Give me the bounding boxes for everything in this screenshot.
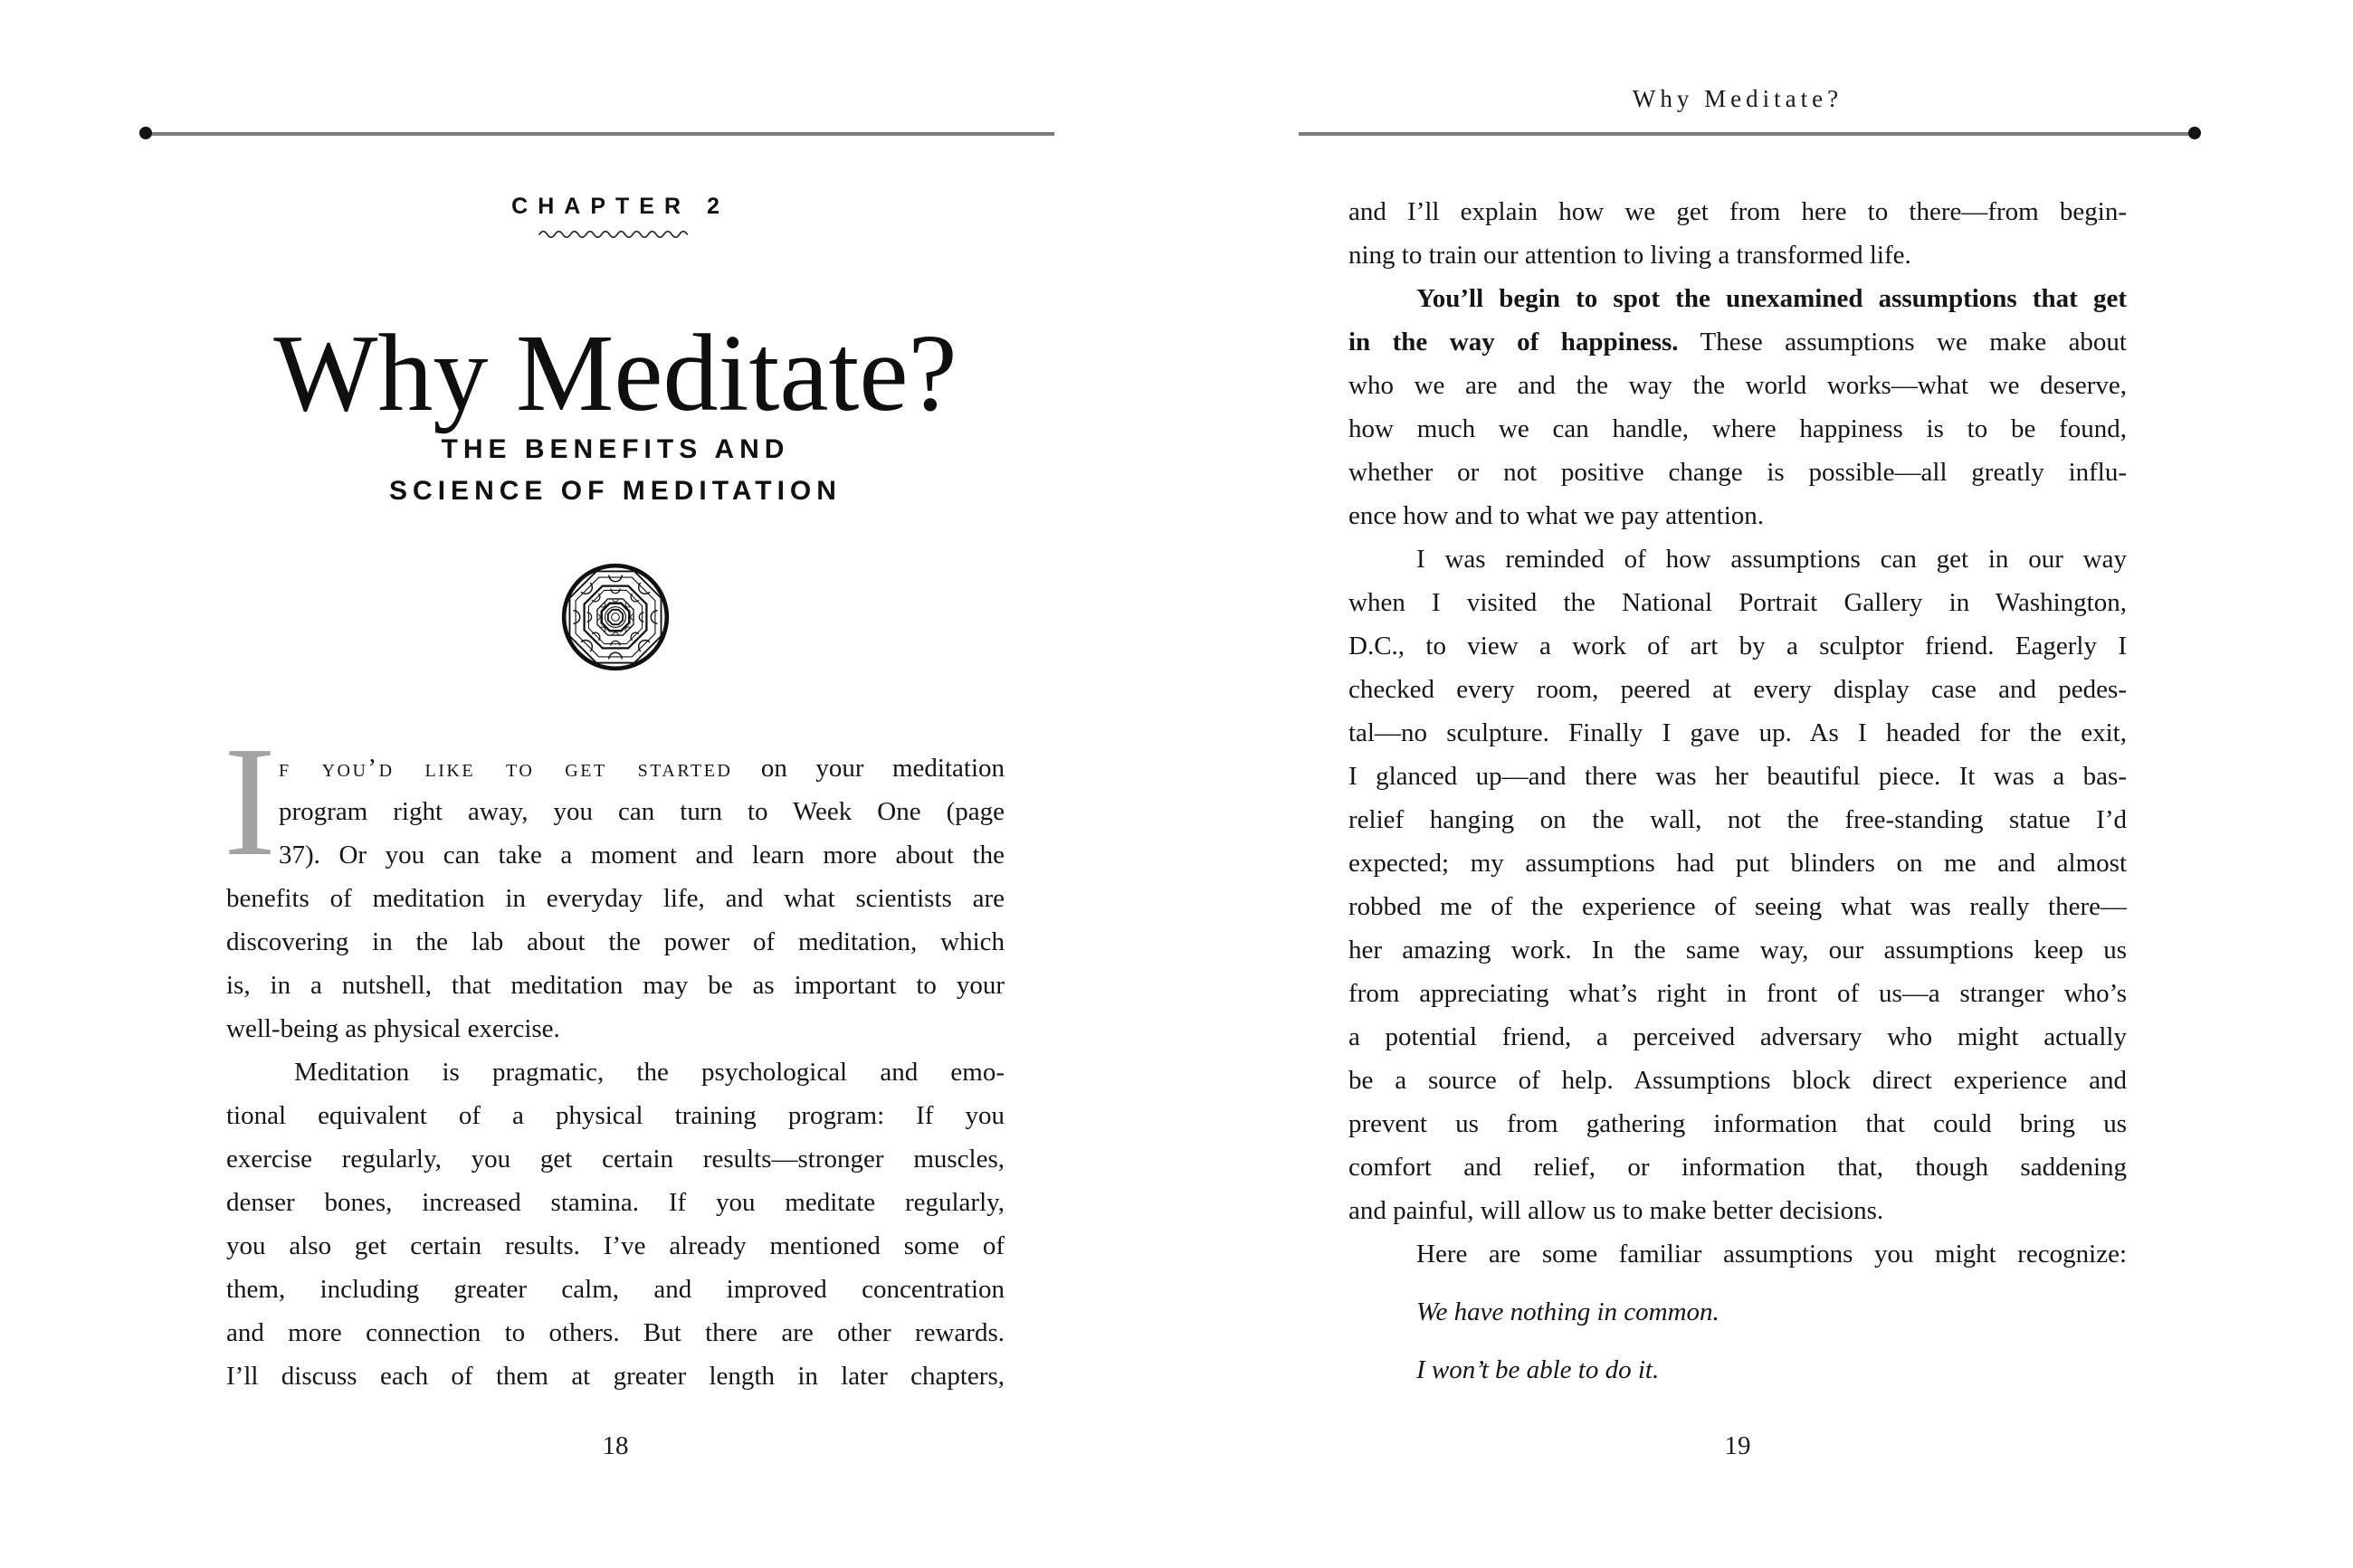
paragraph <box>1348 1348 2127 1392</box>
text-line <box>1348 320 2127 364</box>
text-segment: relief hanging on the wall, not the free-standing statue I’d <box>1348 805 2127 834</box>
text-line <box>226 1007 1005 1050</box>
text-line <box>226 1137 1005 1181</box>
left-page-body <box>224 714 1005 1398</box>
text-segment: D.C., to view a work of art by a sculptor friend. Eagerly I <box>1348 632 2127 660</box>
text-line <box>1348 407 2127 451</box>
chapter-title: Why Meditate? <box>273 312 957 434</box>
text-segment: I’ll discuss each of them at greater length in later chapters, <box>226 1362 1005 1391</box>
header-rule <box>1299 132 2195 136</box>
text-segment: comfort and relief, or information that, though saddening <box>1348 1153 2127 1182</box>
text-line <box>1348 928 2127 972</box>
text-segment: 37). Or you can take a moment and learn more about the <box>279 841 1005 870</box>
paragraph <box>224 714 1005 1050</box>
text-segment: in the way of happiness. <box>1348 328 1679 356</box>
right-page <box>1176 0 2353 1568</box>
text-line <box>1348 668 2127 711</box>
text-segment: You’ll begin to spot the unexamined assumptions that get <box>1416 284 2127 313</box>
text-line <box>226 1224 1005 1268</box>
text-line <box>1348 711 2127 755</box>
text-line <box>226 1094 1005 1137</box>
text-segment: prevent us from gathering information that could bring us <box>1348 1109 2127 1138</box>
text-segment: I glanced up—and there was her beautiful piece. It was a bas- <box>1348 762 2127 791</box>
text-line <box>1348 624 2127 668</box>
paragraph <box>1348 190 2127 277</box>
text-segment: ence how and to what we pay attention. <box>1348 501 1765 530</box>
text-segment: her amazing work. In the same way, our assumptions keep us <box>1348 936 2127 965</box>
text-segment: and painful, will allow us to make better decisions. <box>1348 1196 1884 1225</box>
chapter-subtitle-line2: SCIENCE OF MEDITATION <box>389 476 842 506</box>
text-line <box>226 1050 1005 1094</box>
squiggle-icon <box>537 228 695 239</box>
page-number: 18 <box>602 1431 629 1460</box>
text-line <box>1348 451 2127 494</box>
text-line <box>279 833 1005 877</box>
text-line <box>1348 277 2127 320</box>
text-segment: checked every room, peered at every display case and pedes- <box>1348 675 2127 704</box>
text-segment: is, in a nutshell, that meditation may be as important to your <box>226 971 1005 1000</box>
medallion-icon <box>559 561 672 673</box>
text-segment: ning to train our attention to living a transformed life. <box>1348 241 1911 270</box>
text-segment: who we are and the way the world works—what we deserve, <box>1348 371 2127 400</box>
text-segment: when I visited the National Portrait Gallery in Washington, <box>1348 588 2127 617</box>
right-page-body <box>1348 190 2127 1392</box>
text-line <box>1348 494 2127 537</box>
text-segment: Here are some familiar assumptions you might recognize: <box>1416 1240 2127 1269</box>
text-line <box>1348 841 2127 885</box>
text-line <box>1348 537 2127 581</box>
text-segment: and I’ll explain how we get from here to there—from begin- <box>1348 197 2127 226</box>
text-line <box>226 877 1005 920</box>
running-header: Why Meditate? <box>1632 85 1843 112</box>
text-line <box>1348 798 2127 841</box>
text-line <box>1348 1290 2127 1334</box>
text-line <box>1348 190 2127 233</box>
text-line <box>1348 1232 2127 1276</box>
paragraph <box>1348 1232 2127 1276</box>
text-segment: I won’t be able to do it. <box>1416 1355 1660 1384</box>
text-line <box>1348 755 2127 798</box>
text-segment: program right away, you can turn to Week One (page <box>279 797 1005 826</box>
text-line <box>279 746 1005 790</box>
text-line <box>1348 1189 2127 1232</box>
text-segment: f you’d like to get started <box>279 754 733 783</box>
text-segment: and more connection to others. But there are other rewards. <box>226 1318 1005 1347</box>
text-line <box>1348 972 2127 1015</box>
text-segment: robbed me of the experience of seeing what was really there— <box>1348 892 2127 921</box>
chapter-subtitle-line1: THE BENEFITS AND <box>441 434 790 464</box>
paragraph <box>1348 277 2127 537</box>
text-segment: whether or not positive change is possible—all greatly influ- <box>1348 458 2127 487</box>
text-segment: denser bones, increased stamina. If you meditate regularly, <box>226 1188 1005 1217</box>
text-line <box>226 1311 1005 1354</box>
text-line <box>226 964 1005 1007</box>
text-line <box>1348 1059 2127 1102</box>
left-page <box>0 0 1176 1568</box>
text-segment: you also get certain results. I’ve already mentioned some of <box>226 1231 1005 1260</box>
chapter-label: CHAPTER 2 <box>511 194 729 219</box>
paragraph <box>1348 537 2127 1232</box>
text-segment: a potential friend, a perceived adversary who might actually <box>1348 1022 2127 1051</box>
text-line <box>1348 581 2127 624</box>
drop-cap: I <box>224 714 276 889</box>
page-number: 19 <box>1724 1431 1751 1460</box>
chapter-subtitle <box>226 429 1005 512</box>
text-line <box>226 920 1005 964</box>
text-line <box>1348 364 2127 407</box>
text-segment: tal—no sculpture. Finally I gave up. As I headed for the exit, <box>1348 718 2127 747</box>
text-line <box>1348 233 2127 277</box>
text-segment: on your meditation <box>732 754 1005 783</box>
rule-dot-icon <box>2188 127 2201 139</box>
text-segment: These assumptions we make about <box>1678 328 2127 356</box>
text-line <box>1348 1348 2127 1392</box>
paragraph <box>1348 1290 2127 1334</box>
text-segment: from appreciating what’s right in front of us—a stranger who’s <box>1348 979 2127 1008</box>
paragraph <box>226 1050 1005 1398</box>
text-line <box>226 1268 1005 1311</box>
rule-dot-icon <box>139 127 152 139</box>
text-line <box>226 1354 1005 1398</box>
text-line <box>279 790 1005 833</box>
text-line <box>226 1181 1005 1224</box>
text-segment: discovering in the lab about the power of meditation, which <box>226 927 1005 956</box>
text-segment: be a source of help. Assumptions block direct experience and <box>1348 1066 2127 1095</box>
text-segment: how much we can handle, where happiness is to be found, <box>1348 414 2127 443</box>
text-line <box>1348 1145 2127 1189</box>
text-segment: tional equivalent of a physical training program: If you <box>226 1101 1005 1130</box>
text-segment: Meditation is pragmatic, the psychological and emo- <box>294 1058 1005 1087</box>
text-segment: We have nothing in common. <box>1416 1297 1720 1326</box>
text-segment: benefits of meditation in everyday life, and what scientists are <box>226 884 1005 913</box>
text-line <box>1348 1102 2127 1145</box>
text-segment: exercise regularly, you get certain results—stronger muscles, <box>226 1145 1005 1174</box>
header-rule <box>145 132 1054 136</box>
text-line <box>1348 1015 2127 1059</box>
text-segment: well-being as physical exercise. <box>226 1014 560 1043</box>
squiggle-icon <box>226 228 1005 244</box>
text-segment: expected; my assumptions had put blinders on me and almost <box>1348 849 2127 878</box>
text-segment: I was reminded of how assumptions can get in our way <box>1416 545 2127 574</box>
text-line <box>1348 885 2127 928</box>
text-segment: them, including greater calm, and improved concentration <box>226 1275 1005 1304</box>
